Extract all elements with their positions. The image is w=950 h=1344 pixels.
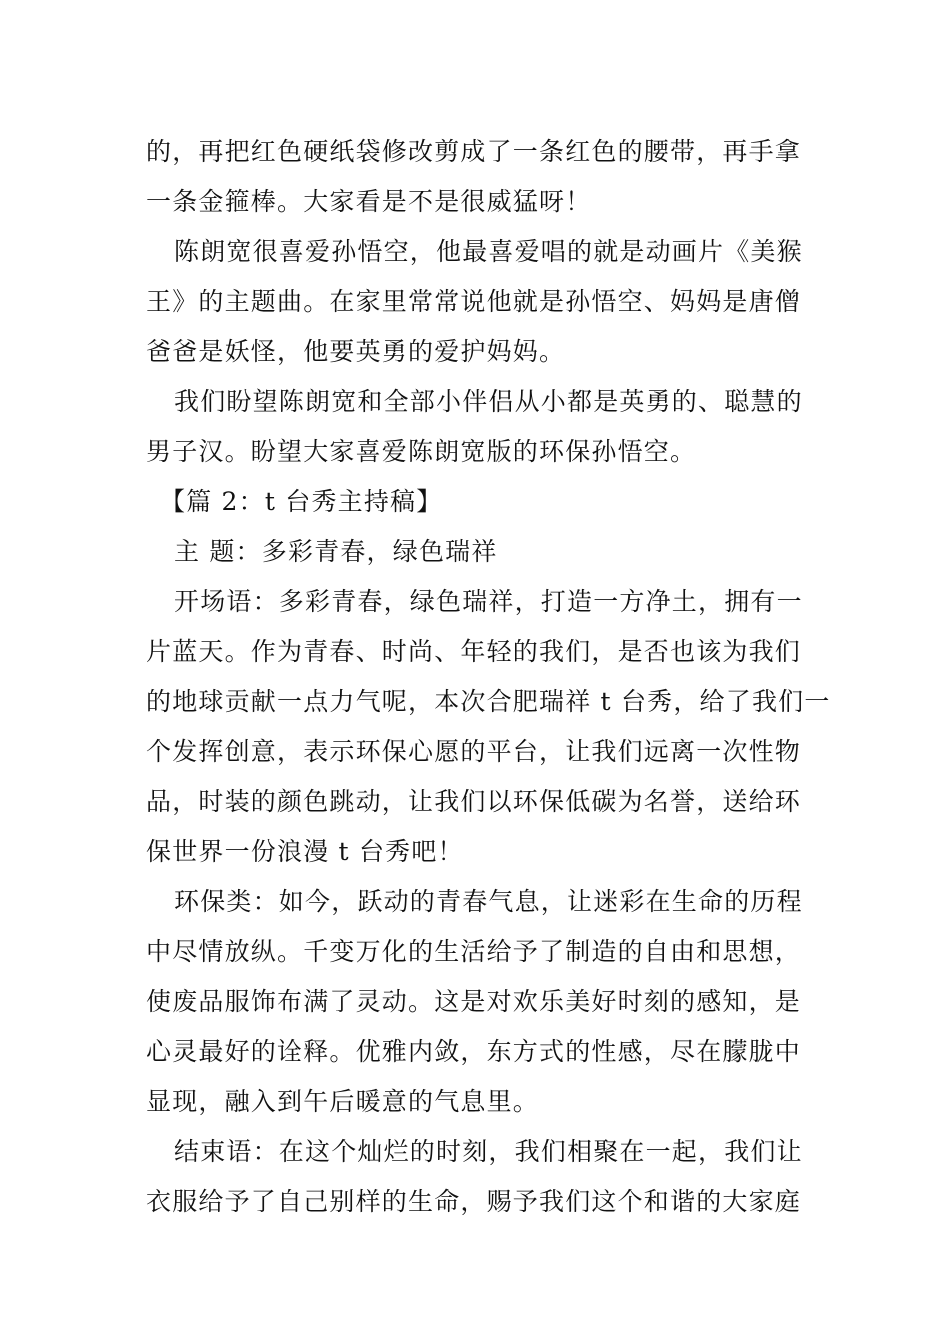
section-title: 【篇 2：t 台秀主持稿】 <box>160 487 443 516</box>
text-line: 一条金箍棒。大家看是不是很威猛呀！ <box>146 187 592 216</box>
closing-paragraph-first-line: 结束语：在这个灿烂的时刻，我们相聚在一起，我们让 <box>174 1137 803 1166</box>
text-line: 个发挥创意，表示环保心愿的平台，让我们远离一次性物 <box>146 737 802 766</box>
text-line: 的地球贡献一点力气呢，本次合肥瑞祥 t 台秀，给了我们一 <box>146 687 831 716</box>
text-line: 保世界一份浪漫 t 台秀吧！ <box>146 837 464 866</box>
text-line: 爸爸是妖怪，他要英勇的爱护妈妈。 <box>146 337 566 366</box>
text-line: 男子汉。盼望大家喜爱陈朗宽版的环保孙悟空。 <box>146 437 697 466</box>
text-line: 中尽情放纵。千变万化的生活给予了制造的自由和思想， <box>146 937 802 966</box>
opening-paragraph-first-line: 开场语：多彩青春，绿色瑞祥，打造一方净土，拥有一 <box>174 587 803 616</box>
environment-paragraph-first-line: 环保类：如今，跃动的青春气息，让迷彩在生命的历程 <box>174 887 803 916</box>
text-line: 心灵最好的诠释。优雅内敛，东方式的性感，尽在朦胧中 <box>146 1037 802 1066</box>
text-line: 衣服给予了自己别样的生命，赐予我们这个和谐的大家庭 <box>146 1187 802 1216</box>
text-line: 品，时装的颜色跳动，让我们以环保低碳为名誉，送给环 <box>146 787 802 816</box>
text-line: 显现，融入到午后暖意的气息里。 <box>146 1087 540 1116</box>
text-line: 的，再把红色硬纸袋修改剪成了一条红色的腰带，再手拿 <box>146 137 802 166</box>
text-line: 王》的主题曲。在家里常常说他就是孙悟空、妈妈是唐僧 <box>146 287 802 316</box>
theme-line: 主 题：多彩青春，绿色瑞祥 <box>174 537 498 566</box>
text-line: 使废品服饰布满了灵动。这是对欢乐美好时刻的感知，是 <box>146 987 802 1016</box>
text-line: 片蓝天。作为青春、时尚、年轻的我们，是否也该为我们 <box>146 637 802 666</box>
paragraph-first-line: 我们盼望陈朗宽和全部小伴侣从小都是英勇的、聪慧的 <box>174 387 803 416</box>
paragraph-first-line: 陈朗宽很喜爱孙悟空，他最喜爱唱的就是动画片《美猴 <box>174 237 803 266</box>
